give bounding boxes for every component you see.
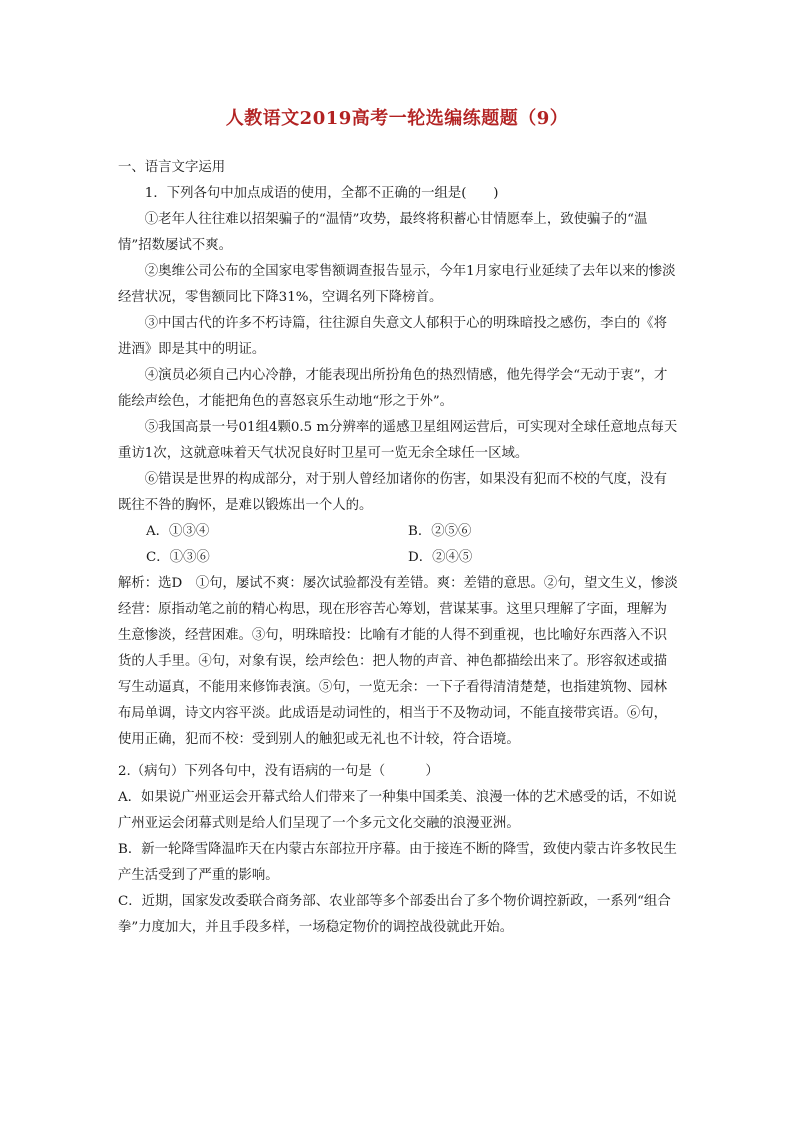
question-1-options-row: [118, 519, 678, 545]
page-title: 人教语文2019高考一轮选编练题题（9）: [225, 108, 569, 129]
option-d: D．②④⑤: [408, 550, 473, 565]
question-1-item: ③中国古代的许多不朽诗篇，往往源自失意文人郁积于心的明珠暗投之感伤，李白的《将进酒》即是其中的明证。: [118, 316, 668, 357]
question-1-stem: 1．下列各句中加点成语的使用，全都不正确的一组是( ): [144, 186, 499, 201]
question-2-option-c: C．近期，国家发改委联合商务部、农业部等多个部委出台了多个物价调控新政，一系列“组合拳”力度加大，并且手段多样，一场稳定物价的调控战役就此开始。: [118, 894, 671, 935]
question-1-options-row: [118, 545, 678, 571]
question-1-item: ⑥错误是世界的构成部分，对于别人曾经加诸你的伤害，如果没有犯而不校的气度，没有既往不咎的胸怀，是难以锻炼出一个人的。: [118, 472, 668, 513]
question-1-analysis: 解析：选D ①句，屡试不爽：屡次试验都没有差错。爽：差错的意思。②句，望文生义，惨淡经营：原指动笔之前的精心构思，现在形容苦心筹划，营谋某事。这里只理解了字面，理解为生意惨淡，经营困难。③句，明珠暗投：比喻有才能的人得不到重视，也比喻好东西落入不识货的人手里。④句，对象有误，绘声绘色：把人物的声音、神色都描绘出来了。形容叙述或描写生动逼真，不能用来修饰表演。⑤句，一览无余：一下子看得清清楚楚，也指建筑物、园林布局单调，诗文内容平淡。此成语是动词性的，相当于不及物动词，不能直接带宾语。⑥句，使用正确，犯而不校：受到别人的触犯或无礼也不计较，符合语境。: [118, 576, 678, 747]
option-a: A．①③④: [146, 524, 210, 539]
question-1-item: ④演员必须自己内心冷静，才能表现出所扮角色的热烈情感，他先得学会“无动于衷”，才能绘声绘色，才能把角色的喜怒哀乐生动地“形之于外”。: [118, 368, 668, 409]
question-2-option-a: A．如果说广州亚运会开幕式给人们带来了一种集中国柔美、浪漫一体的艺术感受的话，不如说广州亚运会闭幕式则是给人们呈现了一个多元文化交融的浪漫亚洲。: [118, 790, 677, 831]
question-2-stem: 2.（病句）下列各句中，没有语病的一句是（ ）: [118, 764, 439, 779]
option-c: C．①③⑥: [146, 550, 210, 565]
document-body: [118, 155, 678, 941]
question-1-item: ⑤我国高景一号01组4颗0.5 m分辨率的遥感卫星组网运营后，可实现对全球任意地点每天重访1次，这就意味着天气状况良好时卫星可一览无余全球任一区域。: [118, 420, 678, 461]
question-1-item: ①老年人往往难以招架骗子的“温情”攻势，最终将积蓄心甘情愿奉上，致使骗子的“温情”招数屡试不爽。: [118, 212, 648, 253]
section-heading: 一、语言文字运用: [118, 160, 226, 175]
question-1-item: ②奥维公司公布的全国家电零售额调查报告显示，今年1月家电行业延续了去年以来的惨淡经营状况，零售额同比下降31%，空调名列下降榜首。: [118, 264, 676, 305]
question-2-option-b: B．新一轮降雪降温昨天在内蒙古东部拉开序幕。由于接连不断的降雪，致使内蒙古许多牧民生产生活受到了严重的影响。: [118, 842, 677, 883]
option-b: B．②⑤⑥: [408, 524, 472, 539]
